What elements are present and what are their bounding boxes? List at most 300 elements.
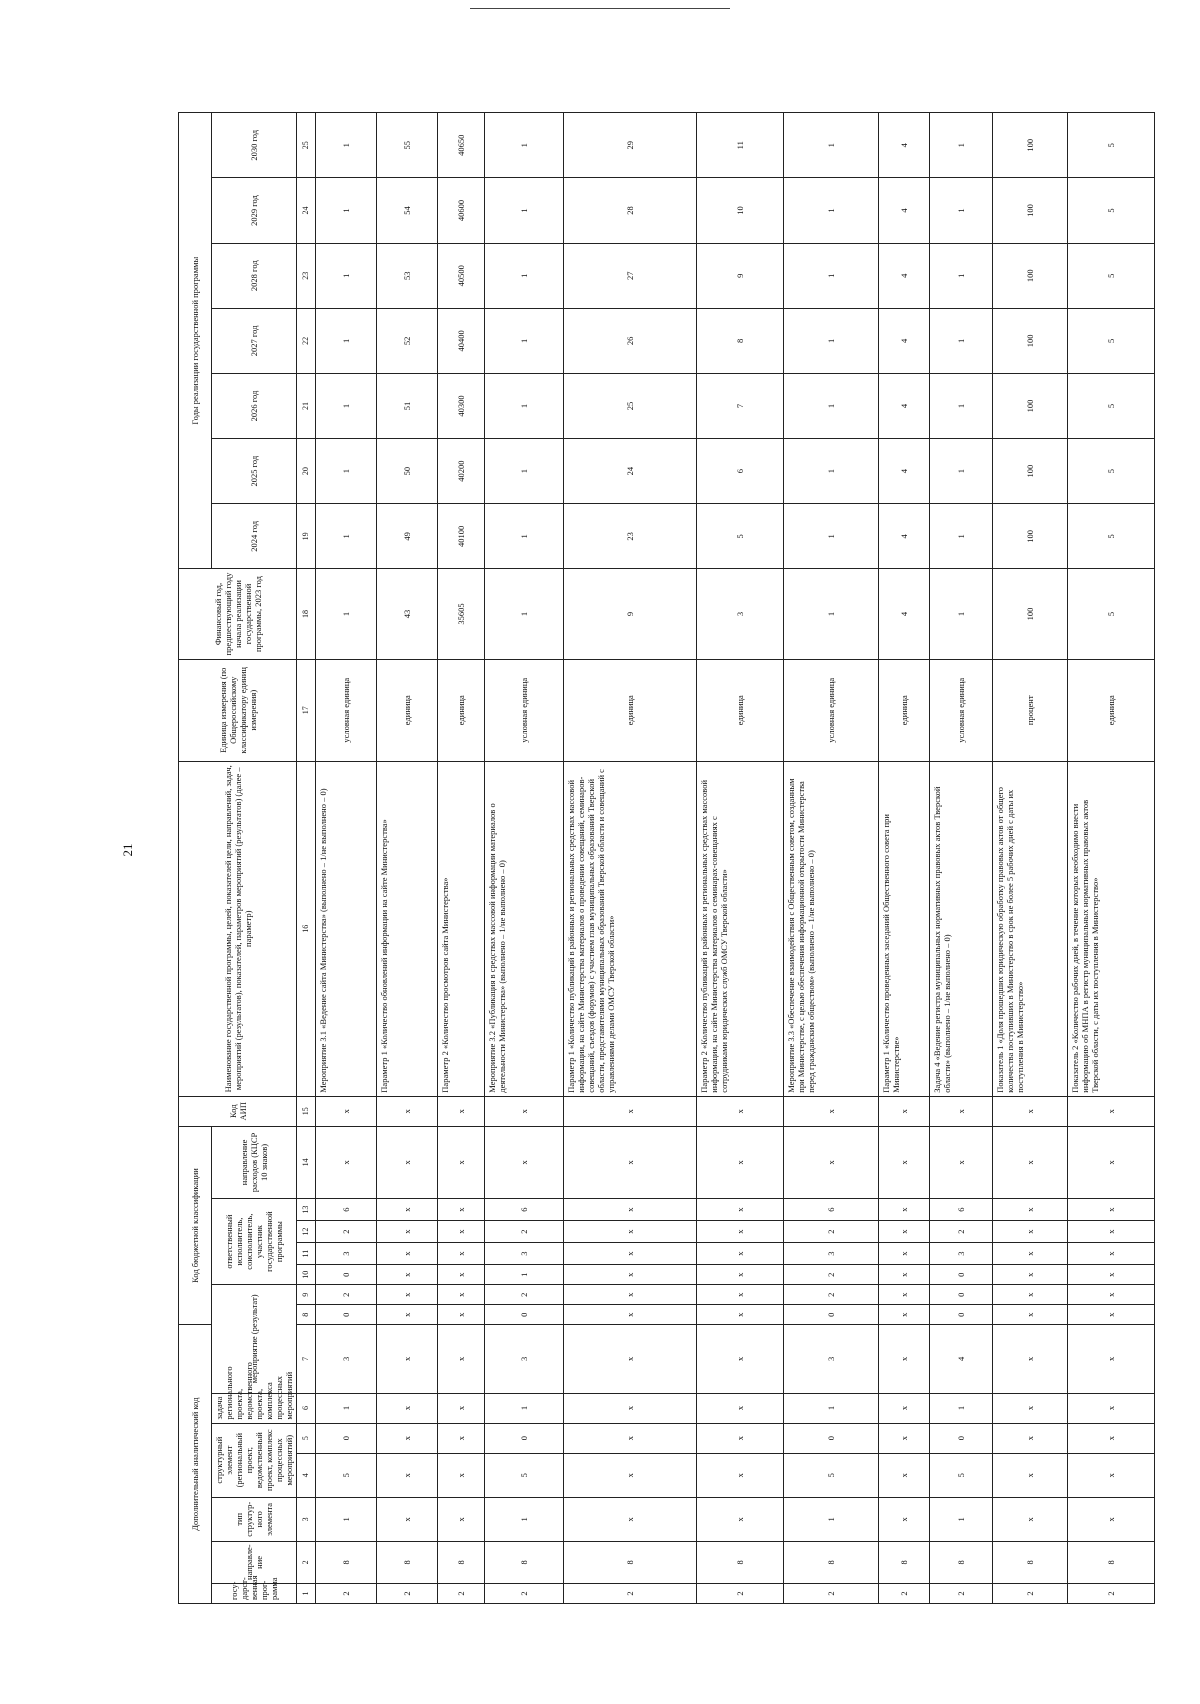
code-cell: х xyxy=(438,1423,485,1453)
executor-col-header: ответственный исполнитель, соисполнитель, участник государственной программы xyxy=(212,1199,297,1285)
code-cell: 1 xyxy=(485,1497,564,1541)
year-value-cell: 1 xyxy=(316,113,377,178)
unit-cell: условная единица xyxy=(930,659,993,761)
code-cell: х xyxy=(993,1221,1068,1243)
table-row xyxy=(697,113,784,1604)
year-value-cell: 1 xyxy=(784,373,879,438)
year-value-cell: 1 xyxy=(784,308,879,373)
year-value-cell: 1 xyxy=(930,243,993,308)
code-cell: х xyxy=(697,1265,784,1285)
code-cell: 2 xyxy=(377,1583,438,1603)
code-cell: х xyxy=(697,1243,784,1265)
year-value-cell: 4 xyxy=(879,373,930,438)
code-cell: х xyxy=(879,1265,930,1285)
column-number: 6 xyxy=(297,1393,316,1423)
code-cell: х xyxy=(377,1265,438,1285)
code-cell: 6 xyxy=(485,1199,564,1221)
unit-cell: условная единица xyxy=(784,659,879,761)
year-value-cell: 4 xyxy=(879,113,930,178)
code-cell: х xyxy=(1068,1243,1155,1265)
code-cell: х xyxy=(697,1199,784,1221)
column-number: 25 xyxy=(297,113,316,178)
unit-cell: единица xyxy=(438,659,485,761)
code-cell: х xyxy=(377,1285,438,1305)
code-cell: х xyxy=(438,1453,485,1497)
code-cell: х xyxy=(879,1221,930,1243)
year-value-cell: 1 xyxy=(930,113,993,178)
code-cell: 0 xyxy=(930,1265,993,1285)
row-name-cell: Параметр 1 «Количество публикаций в районных и региональных средствах массовой информации, на сайте Министерства материалов о проведении совещаний, семинаров-совещаний, съездов (форумов) с участием глав муниципальных образований Тверской области, представителями муниципальных образований Тверской области и совещаний с управлениями делами ОМСУ Тверской области» xyxy=(564,761,697,1096)
code-cell: х xyxy=(564,1325,697,1393)
code-cell: 5 xyxy=(316,1453,377,1497)
code-cell: 8 xyxy=(1068,1541,1155,1583)
code-cell: х xyxy=(377,1096,438,1126)
year-value-cell: 5 xyxy=(1068,439,1155,504)
code-cell: 1 xyxy=(930,1393,993,1423)
year-value-cell: 1 xyxy=(316,308,377,373)
code-cell: х xyxy=(377,1243,438,1265)
row-name-cell: Показатель 1 «Доля прошедших юридическую обработку правовых актов от общего количества поступивших в Министерство в срок не более 5 рабочих дней с даты их поступления в Министерство» xyxy=(993,761,1068,1096)
year-value-cell: 1 xyxy=(930,178,993,243)
year-value-cell: 5 xyxy=(697,504,784,569)
code-cell: 6 xyxy=(930,1199,993,1221)
base-value-cell: 100 xyxy=(993,569,1068,659)
year-value-cell: 5 xyxy=(1068,373,1155,438)
unit-cell: единица xyxy=(879,659,930,761)
year-header: 2024 год xyxy=(212,504,297,569)
year-value-cell: 49 xyxy=(377,504,438,569)
year-value-cell: 24 xyxy=(564,439,697,504)
column-number: 12 xyxy=(297,1221,316,1243)
base-value-cell: 1 xyxy=(784,569,879,659)
year-header: 2028 год xyxy=(212,243,297,308)
code-cell: 2 xyxy=(930,1583,993,1603)
column-number: 16 xyxy=(297,761,316,1096)
year-value-cell: 1 xyxy=(930,439,993,504)
code-cell: х xyxy=(993,1393,1068,1423)
year-value-cell: 1 xyxy=(930,373,993,438)
table-row xyxy=(316,113,377,1604)
table-row xyxy=(377,113,438,1604)
code-cell: 2 xyxy=(1068,1583,1155,1603)
code-cell: 2 xyxy=(784,1221,879,1243)
code-cell: 8 xyxy=(784,1541,879,1583)
code-cell: 0 xyxy=(930,1285,993,1305)
code-cell: х xyxy=(438,1243,485,1265)
base-year-header: Финансовый год, предшествующий году начала реализации государственной программы, 2023 год xyxy=(179,569,297,659)
year-value-cell: 1 xyxy=(485,178,564,243)
code-cell: х xyxy=(993,1423,1068,1453)
column-number: 22 xyxy=(297,308,316,373)
code-cell: 8 xyxy=(438,1541,485,1583)
code-cell: х xyxy=(564,1096,697,1126)
code-cell: х xyxy=(1068,1199,1155,1221)
year-value-cell: 100 xyxy=(993,439,1068,504)
code-cell: х xyxy=(697,1126,784,1198)
code-cell: 2 xyxy=(564,1583,697,1603)
code-cell: 1 xyxy=(930,1497,993,1541)
column-number: 14 xyxy=(297,1126,316,1198)
code-cell: 8 xyxy=(697,1541,784,1583)
year-value-cell: 55 xyxy=(377,113,438,178)
column-number: 15 xyxy=(297,1096,316,1126)
year-header: 2027 год xyxy=(212,308,297,373)
year-value-cell: 1 xyxy=(485,439,564,504)
budget-code-header: Код бюджетной классификации xyxy=(179,1126,212,1325)
unit-header: Единица измерения (по Общероссийскому классификатору единиц измерения) xyxy=(179,659,297,761)
year-value-cell: 27 xyxy=(564,243,697,308)
year-value-cell: 54 xyxy=(377,178,438,243)
base-value-cell: 1 xyxy=(485,569,564,659)
year-value-cell: 1 xyxy=(784,504,879,569)
year-value-cell: 40100 xyxy=(438,504,485,569)
code-cell: х xyxy=(377,1325,438,1393)
code-cell: х xyxy=(879,1096,930,1126)
year-value-cell: 100 xyxy=(993,178,1068,243)
year-value-cell: 100 xyxy=(993,243,1068,308)
column-number: 23 xyxy=(297,243,316,308)
code-cell: х xyxy=(879,1199,930,1221)
code-cell: х xyxy=(438,1199,485,1221)
year-value-cell: 40300 xyxy=(438,373,485,438)
code-cell: 3 xyxy=(485,1325,564,1393)
code-cell: 3 xyxy=(485,1243,564,1265)
year-value-cell: 1 xyxy=(316,243,377,308)
code-cell: 8 xyxy=(930,1541,993,1583)
table-row xyxy=(438,113,485,1604)
base-value-cell: 5 xyxy=(1068,569,1155,659)
year-header: 2025 год xyxy=(212,439,297,504)
code-cell: х xyxy=(879,1243,930,1265)
code-cell: х xyxy=(993,1096,1068,1126)
code-cell: 0 xyxy=(485,1305,564,1325)
base-value-cell: 1 xyxy=(930,569,993,659)
code-cell: х xyxy=(1068,1497,1155,1541)
code-cell: х xyxy=(993,1265,1068,1285)
year-value-cell: 1 xyxy=(316,439,377,504)
year-value-cell: 1 xyxy=(485,113,564,178)
code-cell: х xyxy=(879,1305,930,1325)
column-number: 13 xyxy=(297,1199,316,1221)
year-value-cell: 4 xyxy=(879,178,930,243)
code-cell: х xyxy=(316,1096,377,1126)
code-cell: 2 xyxy=(316,1583,377,1603)
code-cell: 8 xyxy=(879,1541,930,1583)
code-cell: х xyxy=(993,1497,1068,1541)
code-cell: 5 xyxy=(930,1453,993,1497)
code-cell: х xyxy=(377,1423,438,1453)
column-numbers-row xyxy=(297,113,316,1604)
code-cell: 0 xyxy=(784,1423,879,1453)
year-value-cell: 100 xyxy=(993,504,1068,569)
column-number: 1 xyxy=(297,1583,316,1603)
struct-elem-col-header: структурный элемент (региональный проект, ведомственный проект, комплекс процессных мероприятий) xyxy=(212,1423,297,1497)
code-cell: 2 xyxy=(879,1583,930,1603)
code-cell: х xyxy=(1068,1423,1155,1453)
code-cell: 2 xyxy=(485,1221,564,1243)
code-cell: х xyxy=(993,1305,1068,1325)
additional-code-header: Дополнительный аналитический код xyxy=(179,1325,212,1604)
column-number: 17 xyxy=(297,659,316,761)
code-cell: х xyxy=(377,1305,438,1325)
base-value-cell: 3 xyxy=(697,569,784,659)
code-cell: 8 xyxy=(993,1541,1068,1583)
code-cell: 0 xyxy=(316,1423,377,1453)
column-number: 11 xyxy=(297,1243,316,1265)
year-value-cell: 100 xyxy=(993,113,1068,178)
table-row xyxy=(1068,113,1155,1604)
year-value-cell: 5 xyxy=(1068,178,1155,243)
code-cell: х xyxy=(930,1126,993,1198)
year-value-cell: 4 xyxy=(879,439,930,504)
row-name-cell: Мероприятие 3.1 «Ведение сайта Министерства» (выполнено – 1/не выполнено – 0) xyxy=(316,761,377,1096)
code-cell: х xyxy=(1068,1325,1155,1393)
code-cell: х xyxy=(697,1423,784,1453)
code-cell: 2 xyxy=(930,1221,993,1243)
code-cell: х xyxy=(1068,1305,1155,1325)
code-cell: х xyxy=(1068,1285,1155,1305)
event-col-header: мероприятие (результат) xyxy=(212,1285,297,1393)
column-number: 18 xyxy=(297,569,316,659)
year-value-cell: 1 xyxy=(930,504,993,569)
code-cell: 8 xyxy=(316,1541,377,1583)
year-header: 2026 год xyxy=(212,373,297,438)
code-cell: х xyxy=(438,1393,485,1423)
code-cell: х xyxy=(564,1423,697,1453)
unit-cell: единица xyxy=(564,659,697,761)
unit-cell: процент xyxy=(993,659,1068,761)
code-cell: х xyxy=(485,1096,564,1126)
code-cell: 1 xyxy=(316,1497,377,1541)
year-value-cell: 51 xyxy=(377,373,438,438)
aip-code-header: Код АИП xyxy=(179,1096,297,1126)
code-cell: 0 xyxy=(316,1265,377,1285)
year-value-cell: 9 xyxy=(697,243,784,308)
year-value-cell: 25 xyxy=(564,373,697,438)
code-cell: х xyxy=(697,1453,784,1497)
year-value-cell: 100 xyxy=(993,373,1068,438)
year-value-cell: 5 xyxy=(1068,113,1155,178)
year-value-cell: 1 xyxy=(784,113,879,178)
base-value-cell: 1 xyxy=(316,569,377,659)
table-row xyxy=(879,113,930,1604)
code-cell: 2 xyxy=(784,1265,879,1285)
year-value-cell: 4 xyxy=(879,504,930,569)
year-value-cell: 5 xyxy=(1068,243,1155,308)
code-cell: х xyxy=(993,1285,1068,1305)
code-cell: 2 xyxy=(784,1583,879,1603)
code-cell: х xyxy=(784,1096,879,1126)
code-cell: 2 xyxy=(697,1583,784,1603)
code-cell: х xyxy=(879,1497,930,1541)
code-cell: 2 xyxy=(438,1583,485,1603)
code-cell: х xyxy=(697,1221,784,1243)
code-cell: х xyxy=(377,1221,438,1243)
year-value-cell: 53 xyxy=(377,243,438,308)
year-value-cell: 8 xyxy=(697,308,784,373)
code-cell: х xyxy=(879,1126,930,1198)
table-row xyxy=(485,113,564,1604)
year-value-cell: 1 xyxy=(485,308,564,373)
program-col-header: госу-дарст-венная прог-рамма xyxy=(212,1583,297,1603)
code-cell: х xyxy=(697,1325,784,1393)
code-cell: 3 xyxy=(784,1325,879,1393)
code-cell: 2 xyxy=(316,1285,377,1305)
base-value-cell: 43 xyxy=(377,569,438,659)
code-cell: 2 xyxy=(485,1583,564,1603)
code-cell: х xyxy=(438,1325,485,1393)
code-cell: х xyxy=(879,1393,930,1423)
code-cell: х xyxy=(316,1126,377,1198)
year-value-cell: 10 xyxy=(697,178,784,243)
year-value-cell: 1 xyxy=(784,178,879,243)
code-cell: х xyxy=(564,1497,697,1541)
year-value-cell: 26 xyxy=(564,308,697,373)
year-value-cell: 5 xyxy=(1068,504,1155,569)
code-cell: х xyxy=(564,1305,697,1325)
code-cell: 3 xyxy=(316,1325,377,1393)
year-value-cell: 40600 xyxy=(438,178,485,243)
years-group-header: Годы реализации государственной программы xyxy=(179,113,212,569)
code-cell: 0 xyxy=(316,1305,377,1325)
code-cell: х xyxy=(564,1393,697,1423)
year-value-cell: 28 xyxy=(564,178,697,243)
code-cell: х xyxy=(377,1497,438,1541)
code-cell: х xyxy=(564,1243,697,1265)
code-cell: х xyxy=(1068,1453,1155,1497)
code-cell: х xyxy=(993,1325,1068,1393)
unit-cell: единица xyxy=(377,659,438,761)
column-number: 4 xyxy=(297,1453,316,1497)
table-row xyxy=(930,113,993,1604)
code-cell: 0 xyxy=(930,1423,993,1453)
code-cell: х xyxy=(564,1221,697,1243)
year-value-cell: 40650 xyxy=(438,113,485,178)
table-row xyxy=(993,113,1068,1604)
code-cell: х xyxy=(377,1393,438,1423)
unit-cell: единица xyxy=(697,659,784,761)
year-value-cell: 29 xyxy=(564,113,697,178)
column-number: 24 xyxy=(297,178,316,243)
code-cell: 2 xyxy=(784,1285,879,1305)
column-number: 3 xyxy=(297,1497,316,1541)
code-cell: х xyxy=(993,1453,1068,1497)
code-cell: 8 xyxy=(377,1541,438,1583)
row-name-cell: Мероприятие 3.3 «Обеспечение взаимодействия с Общественным советом, созданным при Министерстве, с целью обеспечения информационной открытости Министерства перед гражданским обществом» (выполнено – 1/не выполнено – 0) xyxy=(784,761,879,1096)
table-row xyxy=(564,113,697,1604)
code-cell: х xyxy=(993,1126,1068,1198)
direction-col-header: направле-ние xyxy=(212,1541,297,1583)
code-cell: х xyxy=(438,1265,485,1285)
year-value-cell: 1 xyxy=(316,373,377,438)
code-cell: 0 xyxy=(485,1423,564,1453)
column-number: 10 xyxy=(297,1265,316,1285)
code-cell: х xyxy=(1068,1126,1155,1198)
code-cell: 1 xyxy=(784,1393,879,1423)
code-cell: х xyxy=(697,1497,784,1541)
row-name-cell: Мероприятие 3.2 «Публикация в средствах массовой информации материалов о деятельности Министерства» (выполнено – 1/не выполнено – 0) xyxy=(485,761,564,1096)
row-name-cell: Показатель 2 «Количество рабочих дней, в течение которых необходимо внести информацию об МНПА в регистр муниципальных нормативных правовых актов Тверской области, с даты их поступления в Министерство» xyxy=(1068,761,1155,1096)
code-cell: х xyxy=(879,1325,930,1393)
code-cell: х xyxy=(879,1285,930,1305)
column-number: 21 xyxy=(297,373,316,438)
struct-type-col-header: тип структур-ного элемента xyxy=(212,1497,297,1541)
year-value-cell: 5 xyxy=(1068,308,1155,373)
code-cell: х xyxy=(1068,1096,1155,1126)
code-cell: х xyxy=(930,1096,993,1126)
code-cell: х xyxy=(485,1126,564,1198)
column-number: 19 xyxy=(297,504,316,569)
year-value-cell: 1 xyxy=(784,439,879,504)
code-cell: 1 xyxy=(485,1265,564,1285)
code-cell: 0 xyxy=(930,1305,993,1325)
name-header: Наименование государственной программы, целей, показателей цели, направлений, задач, мероприятий (результатов), показателей, параметров мероприятий (результатов) (далее – параметр) xyxy=(179,761,297,1096)
code-cell: 1 xyxy=(784,1497,879,1541)
code-cell: 8 xyxy=(485,1541,564,1583)
year-value-cell: 50 xyxy=(377,439,438,504)
code-cell: 6 xyxy=(316,1199,377,1221)
code-cell: 5 xyxy=(485,1453,564,1497)
code-cell: х xyxy=(564,1285,697,1305)
year-value-cell: 1 xyxy=(316,504,377,569)
table-row xyxy=(784,113,879,1604)
code-cell: х xyxy=(879,1423,930,1453)
year-value-cell: 23 xyxy=(564,504,697,569)
code-cell: х xyxy=(564,1453,697,1497)
code-cell: х xyxy=(697,1096,784,1126)
code-cell: х xyxy=(697,1393,784,1423)
column-number: 20 xyxy=(297,439,316,504)
year-value-cell: 11 xyxy=(697,113,784,178)
code-cell: 2 xyxy=(316,1221,377,1243)
code-cell: х xyxy=(564,1265,697,1285)
code-cell: х xyxy=(697,1285,784,1305)
row-name-cell: Параметр 1 «Количество проведенных заседаний Общественного совета при Министерстве» xyxy=(879,761,930,1096)
code-cell: х xyxy=(993,1199,1068,1221)
code-cell: 1 xyxy=(316,1393,377,1423)
year-header: 2030 год xyxy=(212,113,297,178)
year-value-cell: 6 xyxy=(697,439,784,504)
unit-cell: единица xyxy=(1068,659,1155,761)
code-cell: 3 xyxy=(784,1243,879,1265)
row-name-cell: Параметр 1 «Количество обновлений информации на сайте Министерства» xyxy=(377,761,438,1096)
column-number: 2 xyxy=(297,1541,316,1583)
code-cell: х xyxy=(438,1285,485,1305)
column-number: 5 xyxy=(297,1423,316,1453)
year-value-cell: 40500 xyxy=(438,243,485,308)
year-value-cell: 4 xyxy=(879,308,930,373)
year-value-cell: 1 xyxy=(485,373,564,438)
rotated-table-wrapper xyxy=(178,112,1126,1604)
code-cell: х xyxy=(697,1305,784,1325)
unit-cell: условная единица xyxy=(316,659,377,761)
year-value-cell: 1 xyxy=(784,243,879,308)
year-value-cell: 1 xyxy=(316,178,377,243)
code-cell: 3 xyxy=(316,1243,377,1265)
code-cell: 4 xyxy=(930,1325,993,1393)
code-cell: 8 xyxy=(564,1541,697,1583)
code-cell: х xyxy=(438,1305,485,1325)
row-name-cell: Параметр 2 «Количество публикаций в районных и региональных средствах массовой информации, на сайте Министерства материалов о семинарах-совещаниях с сотрудниками юридических служб ОМСУ Тверской области» xyxy=(697,761,784,1096)
year-value-cell: 40200 xyxy=(438,439,485,504)
code-cell: 0 xyxy=(784,1305,879,1325)
year-value-cell: 40400 xyxy=(438,308,485,373)
year-value-cell: 1 xyxy=(485,504,564,569)
year-value-cell: 7 xyxy=(697,373,784,438)
code-cell: х xyxy=(564,1126,697,1198)
code-cell: х xyxy=(438,1221,485,1243)
base-value-cell: 35605 xyxy=(438,569,485,659)
